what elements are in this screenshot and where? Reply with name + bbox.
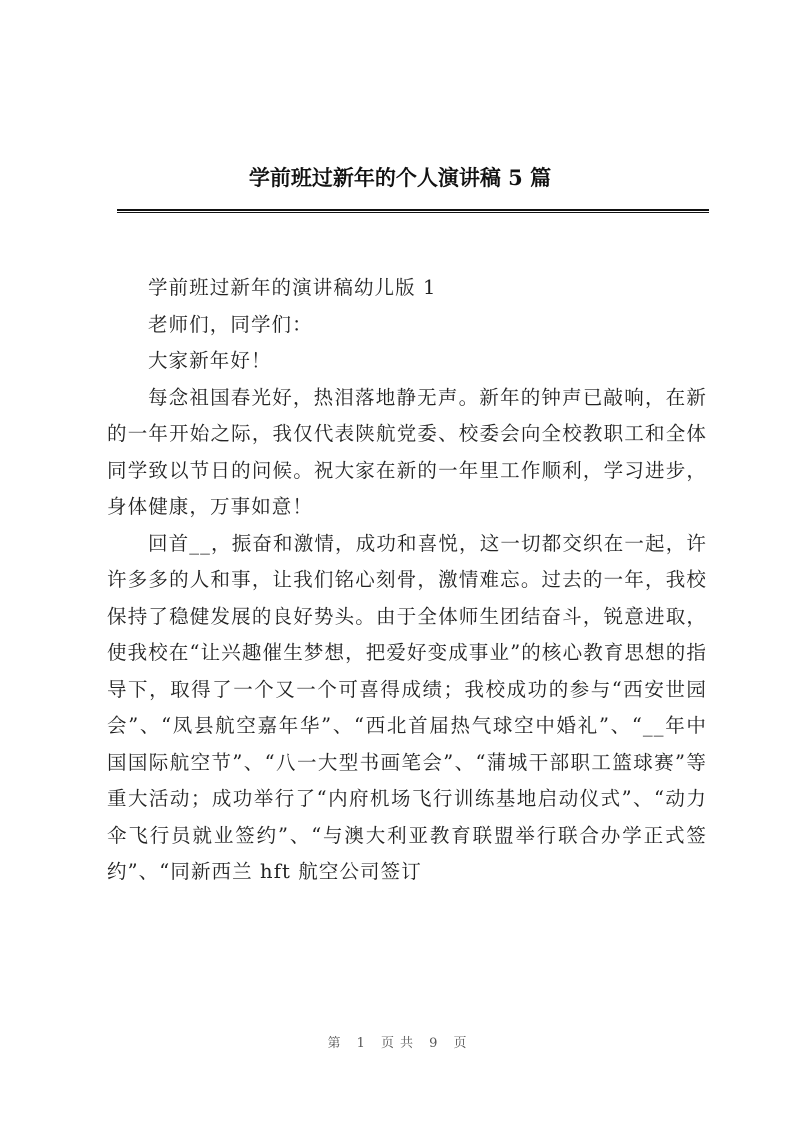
paragraph-salutation: 老师们，同学们： (147, 312, 313, 336)
paragraph-heading: 学前班过新年的演讲稿幼儿版 1 (147, 276, 437, 299)
paragraph: 每念祖国春光好，热泪落地静无声。新年的钟声已敲响，在新的一年开始之际，我仅代表陕航党委、校委会向全校教职工和全体同学致以节日的问候。祝大家在新的一年里工作顺利，学习进步，身体健康，万事如意！ (107, 385, 707, 518)
document-body (107, 270, 707, 891)
document-title: 学前班过新年的个人演讲稿 5 篇 (248, 165, 552, 190)
title-divider (117, 209, 709, 213)
paragraph: 回首__，振奋和激情，成功和喜悦，这一切都交织在一起，许许多多的人和事，让我们铭心刻骨，激情难忘。过去的一年，我校保持了稳健发展的良好势头。由于全体师生团结奋斗，锐意进取，使我校在“让兴趣催生梦想，把爱好变成事业”的核心教育思想的指导下，取得了一个又一个可喜得成绩；我校成功的参与“西安世园会”、“凤县航空嘉年华”、“西北首届热气球空中婚礼”、“__年中国国际航空节”、“八一大型书画笔会”、“蒲城干部职工篮球赛”等重大活动；成功举行了“内府机场飞行训练基地启动仪式”、“动力伞飞行员就业签约”、“与澳大利亚教育联盟举行联合办学正式签约”、“同新西兰 hft 航空公司签订 (107, 531, 707, 883)
paragraph-greeting: 大家新年好！ (147, 349, 272, 372)
page-number-footer: 第 1 页共 9 页 (327, 1036, 473, 1051)
